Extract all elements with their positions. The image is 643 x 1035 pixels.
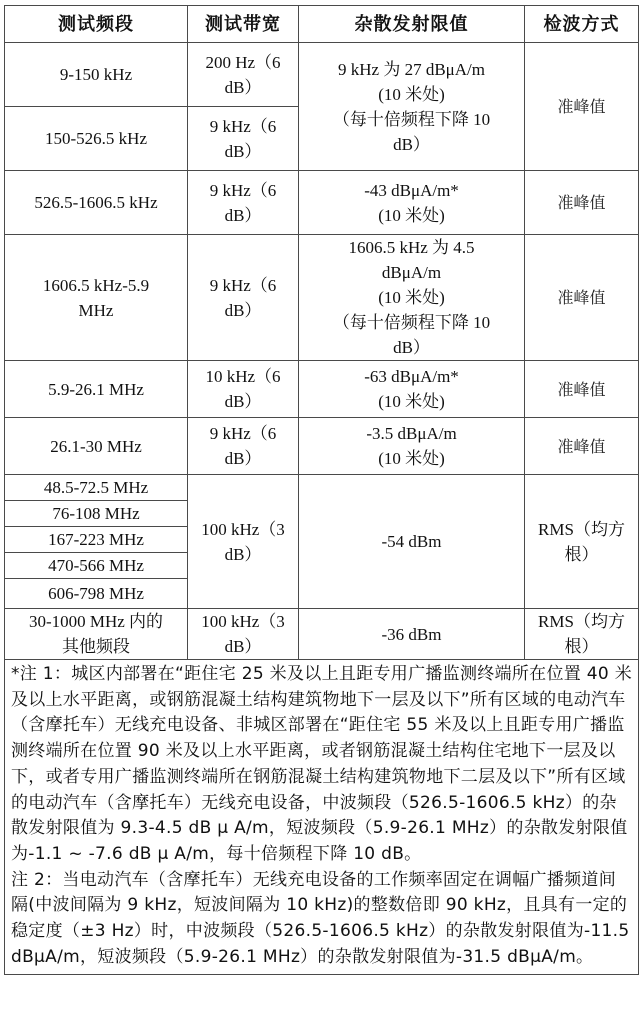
table-row (5, 475, 639, 501)
table-row (5, 609, 639, 660)
band-cell: 470-566 MHz (5, 553, 188, 579)
band-cell: 167-223 MHz (5, 527, 188, 553)
detector-cell: 准峰值 (525, 235, 639, 361)
band-cell: 1606.5 kHz-5.9 MHz (5, 235, 188, 361)
band-cell: 526.5-1606.5 kHz (5, 171, 188, 235)
band-cell: 9-150 kHz (5, 43, 188, 107)
limit-cell: 9 kHz 为 27 dBμA/m (10 米处) （每十倍频程下降 10 dB） (299, 43, 525, 171)
notes-cell (5, 660, 639, 975)
limit-cell: -36 dBm (299, 609, 525, 660)
header-test-bandwidth: 测试带宽 (188, 6, 299, 43)
bandwidth-cell: 200 Hz（6 dB） (188, 43, 299, 107)
limit-cell: 1606.5 kHz 为 4.5 dBμA/m (10 米处) （每十倍频程下降 10 dB） (299, 235, 525, 361)
detector-cell: RMS（均方 根） (525, 609, 639, 660)
detector-cell: 准峰值 (525, 43, 639, 171)
table-row (5, 418, 639, 475)
detector-cell: RMS（均方 根） (525, 475, 639, 609)
note-1: *注 1：城区内部署在“距住宅 25 米及以上且距专用广播监测终端所在位置 40 米及以上水平距离，或钢筋混凝土结构建筑物地下一层及以下”所有区域的电动汽车（含摩托车）无线充电设备、非城区部署在“距住宅 55 米及以上且距专用广播监测终端所在位置 90 米及以上水平距离，或者钢筋混凝土结构住宅地下一层及以下，或者专用广播监测终端所在钢筋混凝土结构建筑物地下二层及以下”所有区域的电动汽车（含摩托车）无线充电设备，中波频段（526.5-1606.5 kHz）的杂散发射限值为 9.3-4.5 dB μ A/m，短波频段（5.9-26.1 MHz）的杂散发射限值为-1.1 ~ -7.6 dB μ A/m，每十倍频程下降 10 dB。 (11, 664, 633, 864)
detector-cell: 准峰值 (525, 418, 639, 475)
band-cell: 150-526.5 kHz (5, 107, 188, 171)
bandwidth-cell: 100 kHz（3 dB） (188, 609, 299, 660)
header-detector: 检波方式 (525, 6, 639, 43)
spurious-emission-limits-table (4, 5, 639, 975)
bandwidth-cell: 9 kHz（6 dB） (188, 418, 299, 475)
table-row (5, 43, 639, 107)
bandwidth-cell: 9 kHz（6 dB） (188, 235, 299, 361)
header-spurious-limit: 杂散发射限值 (299, 6, 525, 43)
bandwidth-cell: 9 kHz（6 dB） (188, 107, 299, 171)
note-2: 注 2：当电动汽车（含摩托车）无线充电设备的工作频率固定在调幅广播频道间隔(中波间隔为 9 kHz，短波间隔为 10 kHz)的整数倍即 90 kHz，且具有一定的稳定度（±3 Hz）时，中波频段（526.5-1606.5 kHz）的杂散发射限值为-11.5 dBμA/m，短波频段（5.9-26.1 MHz）的杂散发射限值为-31.5 dBμA/m。 (11, 869, 630, 967)
limit-cell: -54 dBm (299, 475, 525, 609)
limit-cell: -43 dBμA/m* (10 米处) (299, 171, 525, 235)
band-cell: 48.5-72.5 MHz (5, 475, 188, 501)
band-cell: 26.1-30 MHz (5, 418, 188, 475)
limit-cell: -63 dBμA/m* (10 米处) (299, 361, 525, 418)
notes-row (5, 660, 639, 975)
table-row (5, 235, 639, 361)
band-cell: 5.9-26.1 MHz (5, 361, 188, 418)
band-cell: 606-798 MHz (5, 579, 188, 609)
header-row (5, 6, 639, 43)
header-test-band: 测试频段 (5, 6, 188, 43)
table-row (5, 171, 639, 235)
band-cell: 76-108 MHz (5, 501, 188, 527)
bandwidth-cell: 100 kHz（3 dB） (188, 475, 299, 609)
detector-cell: 准峰值 (525, 171, 639, 235)
bandwidth-cell: 10 kHz（6 dB） (188, 361, 299, 418)
band-cell: 30-1000 MHz 内的 其他频段 (5, 609, 188, 660)
detector-cell: 准峰值 (525, 361, 639, 418)
bandwidth-cell: 9 kHz（6 dB） (188, 171, 299, 235)
limit-cell: -3.5 dBμA/m (10 米处) (299, 418, 525, 475)
table-row (5, 361, 639, 418)
